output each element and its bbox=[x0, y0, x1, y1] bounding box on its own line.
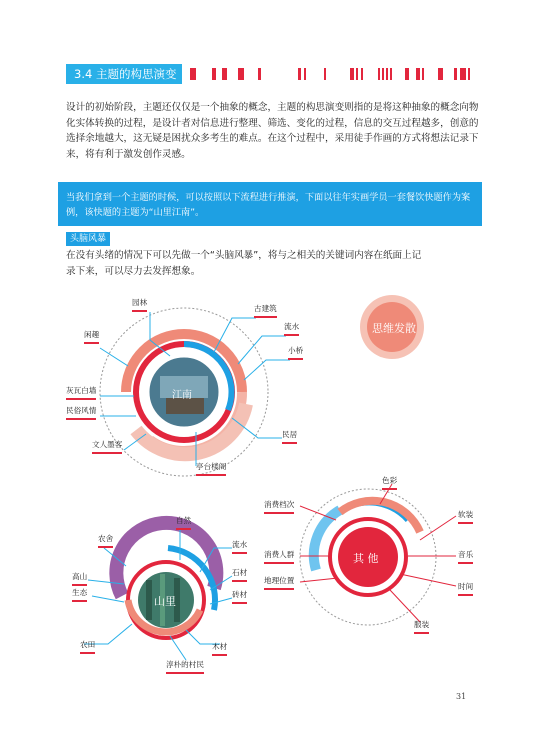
label-xiaoqiao: 小桥 bbox=[288, 346, 303, 360]
label-liushui: 流水 bbox=[284, 322, 299, 336]
label-liushui-2: 流水 bbox=[232, 540, 247, 554]
diagram1-center-text: 江南 bbox=[172, 390, 192, 401]
label-gaoshan: 高山 bbox=[72, 572, 87, 586]
label-nongshe: 农舍 bbox=[98, 534, 113, 548]
badge-text: 思维发散 bbox=[372, 322, 416, 335]
brainstorm-tag: 头脑风暴 bbox=[66, 232, 110, 246]
label-mucai: 木材 bbox=[212, 642, 227, 656]
label-minsufengqing: 民俗风情 bbox=[66, 406, 96, 420]
label-shengtai: 生态 bbox=[72, 588, 87, 602]
brainstorm-intro: 在没有头绪的情况下可以先做一个“头脑风暴”，将与之相关的关键词内容在纸面上记录下来，可以尽力去发挥想象。 bbox=[66, 250, 422, 277]
label-chunpudecunmin: 淳朴的村民 bbox=[166, 660, 204, 674]
label-gujianzhu: 古建筑 bbox=[254, 304, 277, 318]
label-tingtailouge: 亭台楼阁 bbox=[196, 462, 226, 476]
label-xiaofeirenqun: 消费人群 bbox=[264, 550, 294, 564]
page-number: 31 bbox=[456, 692, 467, 701]
diagram2-center-text: 山里 bbox=[154, 595, 176, 608]
label-zhuancai: 砖材 bbox=[232, 590, 247, 604]
section-title: 3.4 主题的构思演变 bbox=[66, 64, 182, 84]
label-dilieweizhi: 地理位置 bbox=[264, 576, 294, 590]
body-paragraph: 设计的初始阶段，主题还仅仅是一个抽象的概念，主题的构思演变则指的是将这种抽象的概念向物化实体转换的过程，是设计者对信息进行整理、筛选、变化的过程，信息的交互过程越多，创意的选择余地越大，这无疑是困扰众多考生的难点。在这个过程中，采用徒手作画的方式将想法记录下来，将有利于激发创作灵感。 bbox=[66, 102, 479, 160]
label-secai: 色彩 bbox=[382, 476, 397, 490]
label-xiaofeidangci: 消费档次 bbox=[264, 500, 294, 514]
label-wenrenmoke: 文人墨客 bbox=[92, 440, 122, 454]
label-shijian: 时间 bbox=[458, 582, 473, 596]
label-fuzhuang: 服装 bbox=[414, 620, 429, 634]
label-huiwabaiqiang: 灰瓦白墙 bbox=[66, 386, 96, 400]
label-shicai: 石材 bbox=[232, 568, 247, 582]
label-yinyue: 音乐 bbox=[458, 550, 473, 564]
label-yuanlin: 园林 bbox=[132, 298, 147, 312]
label-nongtian: 农田 bbox=[80, 640, 95, 654]
label-minju: 民居 bbox=[282, 430, 297, 444]
label-ruanzhuang: 软装 bbox=[458, 510, 473, 524]
label-xianqu: 闲趣 bbox=[84, 330, 99, 344]
diagram3-center-text: 其 他 bbox=[353, 552, 379, 565]
label-ziran: 自然 bbox=[176, 516, 191, 530]
highlight-text: 当我们拿到一个主题的时候，可以按照以下流程进行推演，下面以往年实画学员一套餐饮快题作为案例，该快题的主题为“山里江南”。 bbox=[66, 192, 471, 218]
